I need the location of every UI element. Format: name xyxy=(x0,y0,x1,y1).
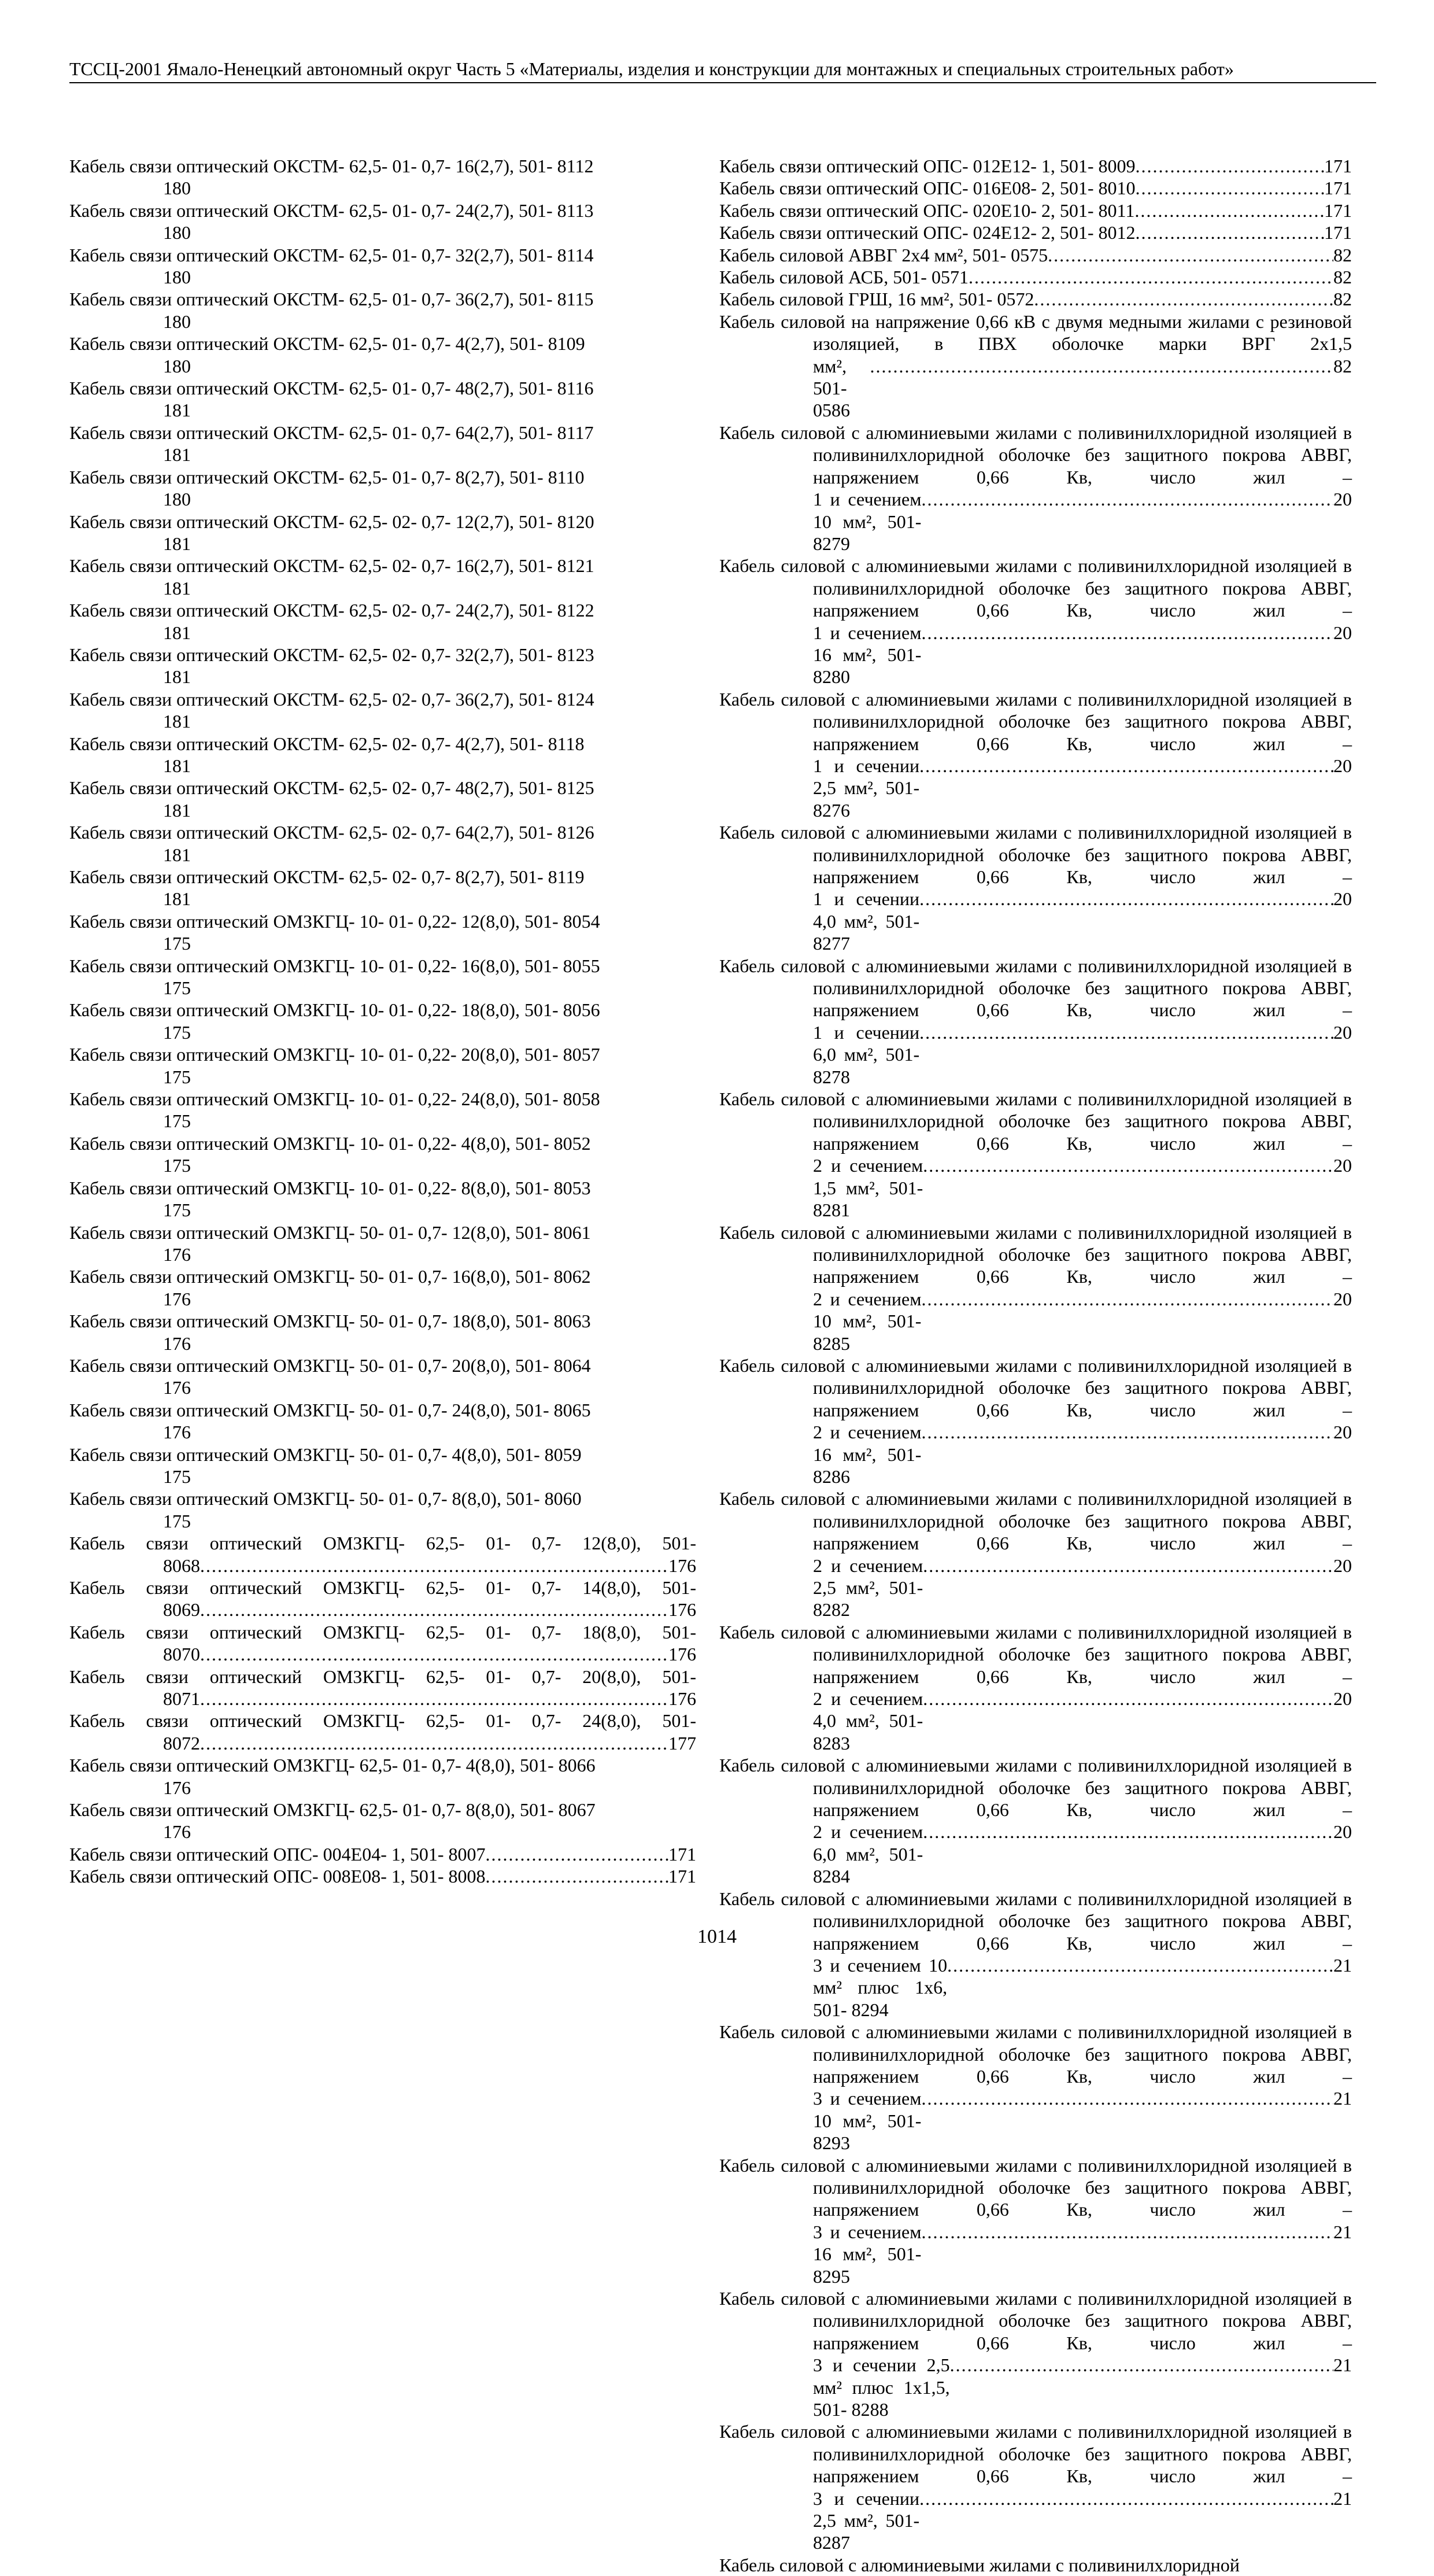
entry-text-cont: мм², 501- 0586 xyxy=(813,355,850,421)
dot-leader xyxy=(919,755,1333,777)
index-entry xyxy=(69,1577,696,1621)
index-entry xyxy=(69,955,696,999)
index-entry xyxy=(719,1355,1352,1488)
dot-leader xyxy=(921,622,1333,644)
page-ref: 20 xyxy=(1333,1821,1352,1843)
entry-tail xyxy=(813,1288,1352,1355)
page-ref: 175 xyxy=(163,1110,191,1132)
dot-leader xyxy=(200,1599,668,1621)
index-entry xyxy=(719,200,1352,222)
entry-text: Кабель силовой с алюминиевыми жилами с поливинилхлоридной изоляцией в поливинилхлоридной оболочке без защитного покрова АВВГ, напряжением 0,66 Кв, число жил – xyxy=(719,2421,1352,2487)
dot-leader xyxy=(1034,288,1333,310)
entry-tail xyxy=(813,2354,1352,2420)
index-entry xyxy=(69,821,696,866)
index-entry xyxy=(69,466,696,511)
index-column-right xyxy=(719,155,1352,2576)
entry-tail xyxy=(813,2087,1352,2154)
entry-text: Кабель связи оптический ОКСТМ- 62,5- 01- 0,7- 24(2,7), 501- 8113 xyxy=(69,200,594,221)
dot-leader xyxy=(923,1555,1333,1577)
entry-text-cont: 2 и сечением 2,5 мм², 501- 8282 xyxy=(813,1555,923,1621)
page-ref: 20 xyxy=(1333,755,1352,776)
page-ref: 21 xyxy=(1333,2221,1352,2242)
entry-text: Кабель силовой с алюминиевыми жилами с поливинилхлоридной изоляцией в поливинилхлоридной оболочке без защитного покрова АВВГ, напряжением 0,66 Кв, число жил – xyxy=(719,1888,1352,1954)
index-entry xyxy=(719,266,1352,288)
entry-text: Кабель связи оптический ОКСТМ- 62,5- 02- 0,7- 24(2,7), 501- 8122 xyxy=(69,600,594,621)
entry-text: Кабель связи оптический ОКСТМ- 62,5- 02- 0,7- 4(2,7), 501- 8118 xyxy=(69,733,585,754)
index-entry xyxy=(69,1355,696,1399)
entry-text: Кабель связи оптический ОПС- 024Е12- 2, 501- 8012 xyxy=(719,222,1136,243)
index-entry xyxy=(719,311,1352,422)
dot-leader xyxy=(950,2354,1333,2376)
dot-leader xyxy=(870,355,1333,377)
entry-text: Кабель связи оптический ОКСТМ- 62,5- 01- 0,7- 36(2,7), 501- 8115 xyxy=(69,289,594,310)
dot-leader xyxy=(200,1732,668,1754)
index-entry xyxy=(719,2554,1352,2576)
index-entry xyxy=(719,155,1352,177)
index-entry xyxy=(719,2021,1352,2154)
index-entry xyxy=(69,1221,696,1266)
entry-text: Кабель силовой АСБ, 501- 0571 xyxy=(719,267,969,288)
entry-text-cont: 2 и сечением 10 мм², 501- 8285 xyxy=(813,1288,922,1354)
page-ref: 82 xyxy=(1333,267,1352,288)
entry-text: Кабель силовой с алюминиевыми жилами с поливинилхлоридной изоляцией в поливинилхлоридной оболочке без защитного покрова АВВГ, напряжением 0,66 Кв, число жил – xyxy=(719,2154,1352,2220)
dot-leader xyxy=(923,1688,1333,1710)
entry-tail xyxy=(813,1154,1352,1221)
entry-tail xyxy=(813,488,1352,555)
index-entry xyxy=(69,155,696,200)
index-entry xyxy=(69,288,696,333)
entry-text-cont: 3 и сечением 16 мм², 501- 8295 xyxy=(813,2221,922,2287)
page-ref: 21 xyxy=(1333,2354,1352,2376)
page-ref: 181 xyxy=(163,844,191,865)
dot-leader xyxy=(923,1154,1333,1176)
page-ref: 181 xyxy=(163,533,191,554)
entry-tail xyxy=(813,355,1352,422)
dot-leader xyxy=(923,1821,1333,1843)
dot-leader xyxy=(200,1643,668,1665)
page-ref: 176 xyxy=(668,1688,696,1710)
index-entry xyxy=(69,644,696,688)
page-ref: 175 xyxy=(163,1466,191,1487)
index-entry xyxy=(69,777,696,821)
entry-text-cont: 2 и сечением 4,0 мм², 501- 8283 xyxy=(813,1688,923,1754)
entry-text: Кабель связи оптический ОМЗКГЦ- 50- 01- 0,7- 12(8,0), 501- 8061 xyxy=(69,1221,591,1243)
entry-text: Кабель связи оптический ОПС- 008Е08- 1, 501- 8008 xyxy=(69,1866,486,1887)
entry-text: Кабель связи оптический ОМЗКГЦ- 10- 01- 0,22- 24(8,0), 501- 8058 xyxy=(69,1088,600,1110)
entry-text: Кабель связи оптический ОМЗКГЦ- 62,5- 01- 0,7- 14(8,0), 501- xyxy=(69,1577,696,1598)
index-entry xyxy=(719,2154,1352,2287)
index-entry xyxy=(69,555,696,599)
page-ref: 171 xyxy=(668,1843,696,1865)
entry-text: Кабель силовой с алюминиевыми жилами с поливинилхлоридной изоляцией в поливинилхлоридной оболочке без защитного покрова АВВГ, напряжением 0,66 Кв, число жил – xyxy=(719,955,1352,1021)
entry-text: Кабель силовой с алюминиевыми жилами с поливинилхлоридной изоляцией в поливинилхлоридной оболочке без защитного покрова АВВГ, напряжением 0,66 Кв, число жил – xyxy=(719,555,1352,621)
entry-text: Кабель силовой на напряжение 0,66 кВ с двумя медными жилами с резиновой изоляцией, в ПВХ оболочке марки ВРГ 2х1,5 xyxy=(719,311,1352,355)
entry-text-cont: 3 и сечением 10 мм², 501- 8293 xyxy=(813,2088,922,2154)
entry-text: Кабель связи оптический ОМЗКГЦ- 10- 01- 0,22- 16(8,0), 501- 8055 xyxy=(69,955,600,976)
entry-text: Кабель связи оптический ОКСТМ- 62,5- 01- 0,7- 8(2,7), 501- 8110 xyxy=(69,466,585,488)
page-ref: 175 xyxy=(163,1066,191,1087)
index-entry xyxy=(719,288,1352,310)
index-entry xyxy=(69,1843,696,1865)
page-ref: 20 xyxy=(1333,1021,1352,1043)
entry-text-cont: 1 и сечением 16 мм², 501- 8280 xyxy=(813,622,922,688)
page-ref: 176 xyxy=(163,1333,191,1354)
entry-text: Кабель связи оптический ОКСТМ- 62,5- 01- 0,7- 64(2,7), 501- 8117 xyxy=(69,422,594,443)
index-entry xyxy=(719,1888,1352,2021)
index-entry xyxy=(69,1799,696,1843)
page-ref: 82 xyxy=(1333,355,1352,377)
entry-text: Кабель силовой с алюминиевыми жилами с поливинилхлоридной изоляцией в поливинилхлоридной оболочке без защитного покрова АВВГ, напряжением 0,66 Кв, число жил – xyxy=(719,422,1352,488)
index-entry xyxy=(69,999,696,1043)
entry-text: Кабель силовой с алюминиевыми жилами с поливинилхлоридной изоляцией в поливинилхлоридной оболочке без защитного покрова АВВГ, напряжением 0,66 Кв, число жил – xyxy=(719,2021,1352,2087)
entry-text: Кабель связи оптический ОМЗКГЦ- 62,5- 01- 0,7- 20(8,0), 501- xyxy=(69,1666,696,1687)
entry-text-cont: 2 и сечением 6,0 мм², 501- 8284 xyxy=(813,1821,923,1887)
index-entry xyxy=(69,866,696,910)
entry-text: Кабель связи оптический ОПС- 016Е08- 2, 501- 8010 xyxy=(719,178,1136,199)
entry-tail xyxy=(163,1599,696,1621)
page-ref: 20 xyxy=(1333,1688,1352,1710)
entry-text: Кабель связи оптический ОКСТМ- 62,5- 02- 0,7- 8(2,7), 501- 8119 xyxy=(69,866,585,887)
entry-text: Кабель связи оптический ОМЗКГЦ- 50- 01- 0,7- 4(8,0), 501- 8059 xyxy=(69,1444,582,1465)
index-entry xyxy=(719,1221,1352,1355)
page-ref: 176 xyxy=(163,1777,191,1798)
entry-text-cont: 8070 xyxy=(163,1644,200,1665)
entry-text: Кабель связи оптический ОМЗКГЦ- 10- 01- 0,22- 12(8,0), 501- 8054 xyxy=(69,910,600,932)
entry-text: Кабель связи оптический ОМЗКГЦ- 50- 01- 0,7- 20(8,0), 501- 8064 xyxy=(69,1355,591,1376)
page-ref: 175 xyxy=(163,1155,191,1176)
page-ref: 181 xyxy=(163,711,191,732)
dot-leader xyxy=(921,1421,1333,1443)
entry-text: Кабель связи оптический ОПС- 004Е04- 1, 501- 8007 xyxy=(69,1843,486,1865)
entry-tail xyxy=(813,1421,1352,1488)
page-ref: 171 xyxy=(1324,222,1352,243)
dot-leader xyxy=(1136,177,1324,199)
page-ref: 171 xyxy=(668,1866,696,1887)
index-entry xyxy=(69,599,696,644)
index-entry xyxy=(69,1710,696,1754)
entry-tail xyxy=(813,755,1352,821)
dot-leader xyxy=(921,488,1333,510)
page-ref: 175 xyxy=(163,933,191,954)
page-ref: 21 xyxy=(1333,1954,1352,1976)
dot-leader xyxy=(486,1843,668,1865)
dot-leader xyxy=(919,1021,1333,1043)
index-entry xyxy=(69,688,696,733)
dot-leader xyxy=(1136,222,1324,243)
dot-leader xyxy=(919,2488,1333,2509)
page-ref: 21 xyxy=(1333,2088,1352,2109)
entry-text: Кабель силовой АВВГ 2х4 мм², 501- 0575 xyxy=(719,244,1048,265)
entry-tail xyxy=(813,888,1352,954)
entry-text: Кабель силовой с алюминиевыми жилами с поливинилхлоридной изоляцией в поливинилхлоридной оболочке без защитного покрова АВВГ, напряжением 0,66 Кв, число жил – xyxy=(719,1755,1352,1821)
index-entry xyxy=(719,244,1352,266)
page-header: ТССЦ-2001 Ямало-Ненецкий автономный округ Часть 5 «Материалы, изделия и конструкции для монтажных и специальных строительных работ» xyxy=(69,58,1376,83)
entry-text: Кабель связи оптический ОМЗКГЦ- 50- 01- 0,7- 18(8,0), 501- 8063 xyxy=(69,1311,591,1332)
entry-text: Кабель связи оптический ОМЗКГЦ- 62,5- 01- 0,7- 24(8,0), 501- xyxy=(69,1710,696,1732)
page-ref: 82 xyxy=(1333,289,1352,310)
dot-leader xyxy=(200,1688,668,1710)
index-entry xyxy=(69,1754,696,1799)
entry-text-cont: 1 и сечением 10 мм², 501- 8279 xyxy=(813,489,922,554)
page-ref: 180 xyxy=(163,355,191,377)
entry-tail xyxy=(163,1555,696,1577)
index-entry xyxy=(69,1532,696,1577)
entry-text: Кабель связи оптический ОКСТМ- 62,5- 02- 0,7- 48(2,7), 501- 8125 xyxy=(69,777,594,799)
entry-tail xyxy=(163,1688,696,1710)
index-entry xyxy=(719,222,1352,243)
entry-text: Кабель связи оптический ОКСТМ- 62,5- 01- 0,7- 4(2,7), 501- 8109 xyxy=(69,333,585,355)
index-entry xyxy=(69,1666,696,1710)
entry-text: Кабель силовой с алюминиевыми жилами с поливинилхлоридной изоляцией в поливинилхлоридной оболочке без защитного покрова АВВГ, напряжением 0,66 Кв, число жил – xyxy=(719,688,1352,754)
entry-text: Кабель связи оптический ОПС- 012Е12- 1, 501- 8009 xyxy=(719,156,1136,176)
entry-text: Кабель силовой ГРШ, 16 мм², 501- 0572 xyxy=(719,289,1034,310)
index-entry xyxy=(69,511,696,555)
page-ref: 175 xyxy=(163,977,191,999)
index-entry xyxy=(719,1488,1352,1621)
page-ref: 176 xyxy=(163,1243,191,1265)
index-entry xyxy=(69,1088,696,1132)
index-entry xyxy=(719,1088,1352,1221)
entry-text: Кабель силовой с алюминиевыми жилами с поливинилхлоридной изоляцией в поливинилхлоридной оболочке без защитного покрова АВВГ, напряжением 0,66 Кв, число жил – xyxy=(719,1221,1352,1287)
page-ref: 20 xyxy=(1333,489,1352,510)
entry-text-cont: 2 и сечением 1,5 мм², 501- 8281 xyxy=(813,1155,923,1221)
entry-text: Кабель связи оптический ОМЗКГЦ- 50- 01- 0,7- 24(8,0), 501- 8065 xyxy=(69,1399,591,1420)
entry-text: Кабель связи оптический ОМЗКГЦ- 10- 01- 0,22- 20(8,0), 501- 8057 xyxy=(69,1044,600,1065)
page-ref: 180 xyxy=(163,311,191,332)
page-ref: 21 xyxy=(1333,2488,1352,2509)
entry-text: Кабель связи оптический ОМЗКГЦ- 50- 01- 0,7- 8(8,0), 501- 8060 xyxy=(69,1488,582,1510)
entry-text: Кабель связи оптический ОКСТМ- 62,5- 02- 0,7- 12(2,7), 501- 8120 xyxy=(69,511,594,532)
entry-text: Кабель связи оптический ОМЗКГЦ- 50- 01- 0,7- 16(8,0), 501- 8062 xyxy=(69,1266,591,1287)
entry-text-cont: 3 и сечении 2,5 мм² плюс 1х1,5, 501- 8288 xyxy=(813,2354,950,2420)
dot-leader xyxy=(1134,200,1324,222)
page-ref: 20 xyxy=(1333,1422,1352,1443)
dot-leader xyxy=(921,1288,1333,1310)
entry-text: Кабель силовой с алюминиевыми жилами с поливинилхлоридной изоляцией в поливинилхлоридной оболочке без защитного покрова АВВГ, напряжением 0,66 Кв, число жил – xyxy=(719,1355,1352,1420)
page-ref: 181 xyxy=(163,888,191,910)
page-ref: 176 xyxy=(668,1644,696,1665)
entry-text: Кабель связи оптический ОКСТМ- 62,5- 02- 0,7- 16(2,7), 501- 8121 xyxy=(69,555,594,577)
entry-text-cont: 1 и сечении 6,0 мм², 501- 8278 xyxy=(813,1021,920,1087)
entry-text: Кабель связи оптический ОМЗКГЦ- 62,5- 01- 0,7- 4(8,0), 501- 8066 xyxy=(69,1755,596,1776)
entry-text: Кабель связи оптический ОКСТМ- 62,5- 01- 0,7- 48(2,7), 501- 8116 xyxy=(69,378,594,399)
entry-text-cont: 3 и сечении 2,5 мм², 501- 8287 xyxy=(813,2488,920,2553)
index-entry xyxy=(719,821,1352,954)
index-entry xyxy=(69,333,696,377)
entry-tail xyxy=(813,2221,1352,2287)
dot-leader xyxy=(969,266,1333,288)
page-ref: 180 xyxy=(163,178,191,199)
entry-text-cont: 8071 xyxy=(163,1688,200,1710)
index-entry xyxy=(719,1754,1352,1887)
page-ref: 181 xyxy=(163,666,191,688)
page-ref: 175 xyxy=(163,1510,191,1531)
entry-text: Кабель связи оптический ОКСТМ- 62,5- 02- 0,7- 36(2,7), 501- 8124 xyxy=(69,688,594,710)
entry-text-cont: 1 и сечении 2,5 мм², 501- 8276 xyxy=(813,755,920,821)
entry-text: Кабель силовой с алюминиевыми жилами с поливинилхлоридной изоляцией в поливинилхлоридной оболочке без защитного покрова АВВГ, напряжением 0,66 Кв, число жил – xyxy=(719,1088,1352,1154)
index-entry xyxy=(719,955,1352,1088)
page-ref: 176 xyxy=(163,1377,191,1398)
entry-text: Кабель связи оптический ОКСТМ- 62,5- 01- 0,7- 16(2,7), 501- 8112 xyxy=(69,156,594,176)
index-entry xyxy=(69,1488,696,1532)
page-ref: 181 xyxy=(163,400,191,421)
page-ref: 175 xyxy=(163,1021,191,1043)
page-ref: 171 xyxy=(1324,178,1352,199)
page-ref: 20 xyxy=(1333,888,1352,910)
index-entry xyxy=(69,377,696,422)
entry-text: Кабель силовой с алюминиевыми жилами с поливинилхлоридной изоляцией в поливинилхлоридной оболочке без защитного покрова АВВГ, напряжением 0,66 Кв, число жил – xyxy=(719,2288,1352,2353)
page-ref: 176 xyxy=(163,1288,191,1309)
entry-text-cont: 8068 xyxy=(163,1555,200,1576)
page-ref: 20 xyxy=(1333,1155,1352,1176)
index-column-left xyxy=(69,155,696,1888)
dot-leader xyxy=(1048,244,1333,266)
index-entry xyxy=(69,1621,696,1666)
page-ref: 180 xyxy=(163,267,191,288)
page-ref: 177 xyxy=(668,1732,696,1754)
page-ref: 181 xyxy=(163,622,191,643)
index-entry xyxy=(719,1621,1352,1754)
entry-text: Кабель связи оптический ОМЗКГЦ- 62,5- 01- 0,7- 12(8,0), 501- xyxy=(69,1533,696,1554)
entry-text: Кабель силовой с алюминиевыми жилами с поливинилхлоридной xyxy=(719,2554,1240,2575)
index-entry xyxy=(69,1444,696,1488)
entry-text: Кабель связи оптический ОКСТМ- 62,5- 02- 0,7- 32(2,7), 501- 8123 xyxy=(69,644,594,665)
dot-leader xyxy=(1136,155,1324,177)
page-ref: 180 xyxy=(163,222,191,243)
entry-text-cont: 3 и сечением 10 мм² плюс 1х6, 501- 8294 xyxy=(813,1954,948,2020)
index-entry xyxy=(69,910,696,955)
page-ref: 171 xyxy=(1324,200,1352,221)
page-ref: 82 xyxy=(1333,244,1352,265)
dot-leader xyxy=(947,1954,1333,1976)
page-number: 1014 xyxy=(697,1926,737,1947)
page-ref: 20 xyxy=(1333,1288,1352,1309)
page-ref: 20 xyxy=(1333,1555,1352,1576)
index-entry xyxy=(69,1865,696,1887)
page-ref: 176 xyxy=(163,1821,191,1843)
page-ref: 176 xyxy=(668,1599,696,1621)
index-entry xyxy=(719,177,1352,199)
page-ref: 180 xyxy=(163,489,191,510)
entry-text-cont: 8069 xyxy=(163,1599,200,1621)
page-ref: 181 xyxy=(163,799,191,821)
page-ref: 20 xyxy=(1333,622,1352,643)
index-entry xyxy=(69,200,696,244)
entry-text-cont: 2 и сечением 16 мм², 501- 8286 xyxy=(813,1422,922,1487)
index-entry xyxy=(719,422,1352,555)
index-entry xyxy=(69,1043,696,1088)
entry-text: Кабель связи оптический ОМЗКГЦ- 10- 01- 0,22- 8(8,0), 501- 8053 xyxy=(69,1177,591,1198)
dot-leader xyxy=(921,2087,1333,2109)
dot-leader xyxy=(200,1555,668,1577)
entry-text: Кабель связи оптический ОКСТМ- 62,5- 01- 0,7- 32(2,7), 501- 8114 xyxy=(69,244,594,265)
page-ref: 171 xyxy=(1324,156,1352,176)
index-entry xyxy=(719,555,1352,688)
entry-text: Кабель силовой с алюминиевыми жилами с поливинилхлоридной изоляцией в поливинилхлоридной оболочке без защитного покрова АВВГ, напряжением 0,66 Кв, число жил – xyxy=(719,1488,1352,1554)
index-entry xyxy=(69,1177,696,1221)
page-ref: 176 xyxy=(668,1555,696,1576)
entry-tail xyxy=(813,2488,1352,2554)
index-entry xyxy=(69,244,696,289)
entry-tail xyxy=(163,1732,696,1754)
page-ref: 181 xyxy=(163,444,191,466)
entry-text-cont: 8072 xyxy=(163,1732,200,1754)
entry-tail xyxy=(813,1954,1352,2021)
entry-text: Кабель связи оптический ОМЗКГЦ- 10- 01- 0,22- 4(8,0), 501- 8052 xyxy=(69,1132,591,1154)
entry-text: Кабель связи оптический ОМЗКГЦ- 62,5- 01- 0,7- 8(8,0), 501- 8067 xyxy=(69,1799,596,1821)
entry-text: Кабель силовой с алюминиевыми жилами с поливинилхлоридной изоляцией в поливинилхлоридной оболочке без защитного покрова АВВГ, напряжением 0,66 Кв, число жил – xyxy=(719,1621,1352,1687)
index-entry xyxy=(719,2420,1352,2553)
page-ref: 176 xyxy=(163,1422,191,1443)
index-entry xyxy=(69,1132,696,1177)
entry-text: Кабель связи оптический ОКСТМ- 62,5- 02- 0,7- 64(2,7), 501- 8126 xyxy=(69,822,594,843)
page-ref: 181 xyxy=(163,755,191,776)
entry-text: Кабель связи оптический ОПС- 020Е10- 2, 501- 8011 xyxy=(719,200,1135,221)
entry-tail xyxy=(813,1555,1352,1621)
dot-leader xyxy=(486,1865,668,1887)
page-ref: 175 xyxy=(163,1200,191,1221)
dot-leader xyxy=(921,2221,1333,2243)
index-entry xyxy=(69,1310,696,1355)
page-ref: 181 xyxy=(163,577,191,599)
entry-text-cont: 1 и сечении 4,0 мм², 501- 8277 xyxy=(813,888,920,954)
index-entry xyxy=(69,1399,696,1444)
index-entry xyxy=(719,688,1352,821)
index-entry xyxy=(69,1265,696,1310)
index-entry xyxy=(69,422,696,466)
index-entry xyxy=(69,733,696,777)
entry-tail xyxy=(813,1821,1352,1887)
entry-tail xyxy=(163,1643,696,1665)
entry-text: Кабель силовой с алюминиевыми жилами с поливинилхлоридной изоляцией в поливинилхлоридной оболочке без защитного покрова АВВГ, напряжением 0,66 Кв, число жил – xyxy=(719,822,1352,887)
entry-tail xyxy=(813,622,1352,688)
entry-tail xyxy=(813,1688,1352,1754)
index-entry xyxy=(719,2287,1352,2420)
dot-leader xyxy=(919,888,1333,910)
entry-text: Кабель связи оптический ОМЗКГЦ- 62,5- 01- 0,7- 18(8,0), 501- xyxy=(69,1621,696,1643)
entry-tail xyxy=(813,1021,1352,1088)
entry-text: Кабель связи оптический ОМЗКГЦ- 10- 01- 0,22- 18(8,0), 501- 8056 xyxy=(69,999,600,1021)
